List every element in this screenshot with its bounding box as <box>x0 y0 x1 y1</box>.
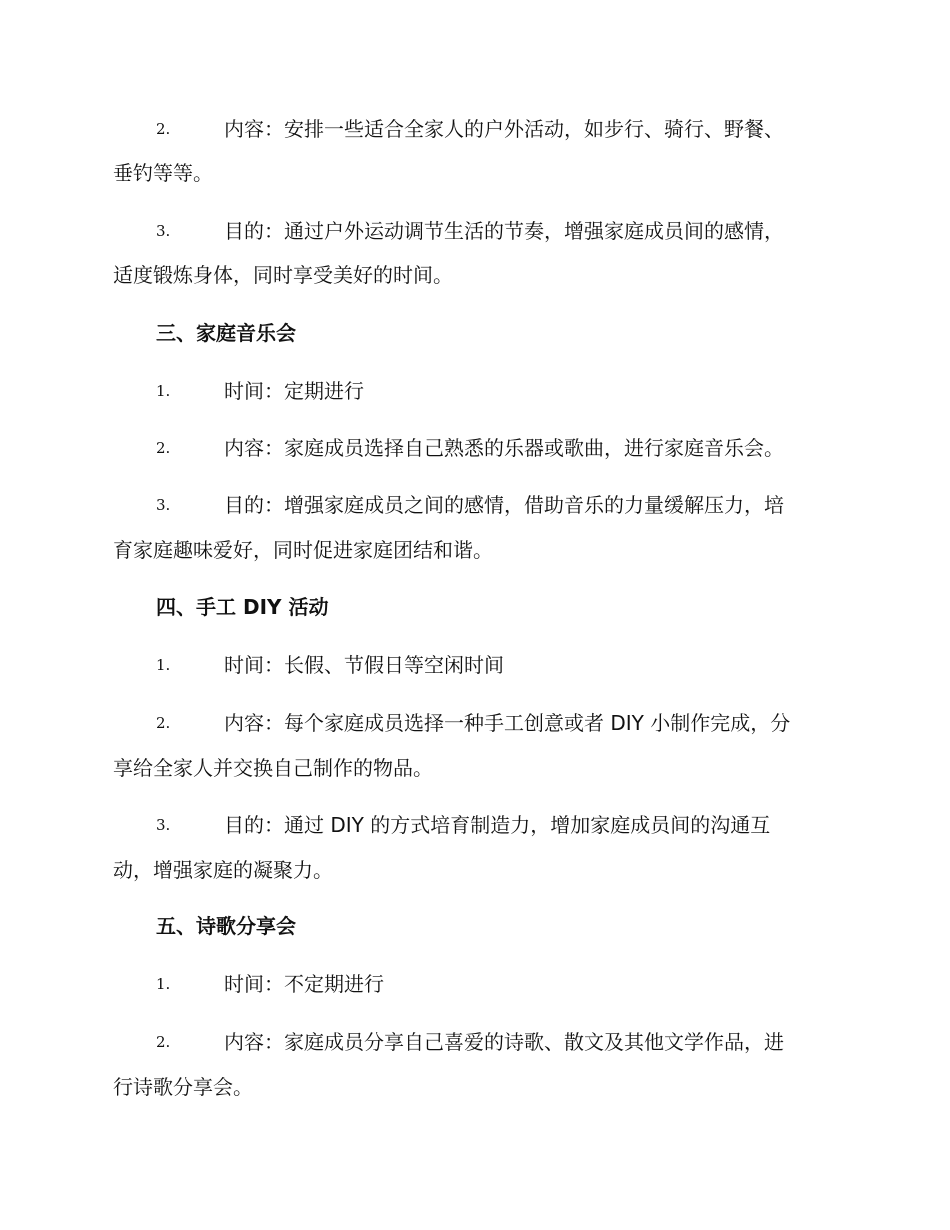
list-number: 3. <box>156 496 171 514</box>
paragraph-line: 内容：安排一些适合全家人的户外活动，如步行、骑行、野餐、 <box>224 117 784 141</box>
section-heading: 四、手工 DIY 活动 <box>156 595 329 619</box>
paragraph-line: 目的：通过 DIY 的方式培育制造力，增加家庭成员间的沟通互 <box>224 813 771 837</box>
paragraph-line: 目的：通过户外运动调节生活的节奏，增强家庭成员间的感情， <box>224 219 784 243</box>
paragraph-line: 时间：定期进行 <box>224 379 364 403</box>
list-number: 2. <box>156 1033 171 1051</box>
paragraph-line: 行诗歌分享会。 <box>113 1075 253 1099</box>
paragraph-line: 享给全家人并交换自己制作的物品。 <box>113 756 433 780</box>
section-heading: 五、诗歌分享会 <box>156 914 296 938</box>
list-number: 1. <box>156 656 171 674</box>
paragraph-line: 育家庭趣味爱好，同时促进家庭团结和谐。 <box>113 538 493 562</box>
paragraph-line: 时间：不定期进行 <box>224 972 384 996</box>
list-number: 3. <box>156 222 171 240</box>
paragraph-line: 动，增强家庭的凝聚力。 <box>113 858 333 882</box>
paragraph-line: 适度锻炼身体，同时享受美好的时间。 <box>113 263 453 287</box>
section-heading: 三、家庭音乐会 <box>156 321 296 345</box>
paragraph-line: 内容：每个家庭成员选择一种手工创意或者 DIY 小制作完成，分 <box>224 711 791 735</box>
paragraph-line: 内容：家庭成员选择自己熟悉的乐器或歌曲，进行家庭音乐会。 <box>224 436 784 460</box>
list-number: 2. <box>156 120 171 138</box>
paragraph-line: 垂钓等等。 <box>113 161 213 185</box>
paragraph-line: 内容：家庭成员分享自己喜爱的诗歌、散文及其他文学作品，进 <box>224 1030 784 1054</box>
list-number: 3. <box>156 816 171 834</box>
list-number: 1. <box>156 382 171 400</box>
paragraph-line: 目的：增强家庭成员之间的感情，借助音乐的力量缓解压力，培 <box>224 493 784 517</box>
list-number: 2. <box>156 439 171 457</box>
list-number: 1. <box>156 975 171 993</box>
paragraph-line: 时间：长假、节假日等空闲时间 <box>224 653 504 677</box>
list-number: 2. <box>156 714 171 732</box>
